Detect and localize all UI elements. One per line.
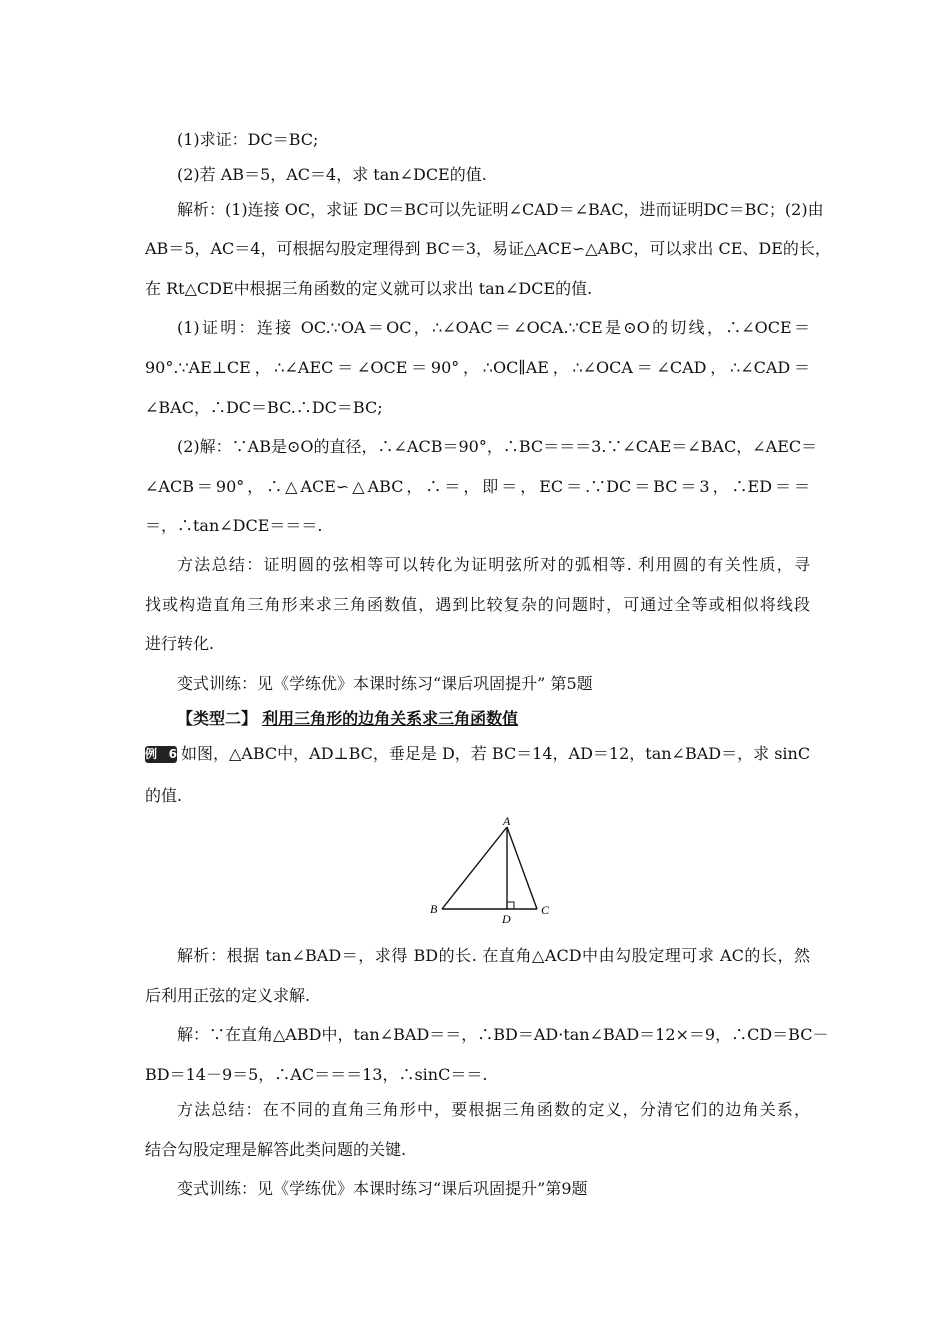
triangle-figure xyxy=(425,812,560,924)
analysis2-line-2: 后利用正弦的定义求解. xyxy=(145,986,311,1005)
type-heading xyxy=(177,709,810,729)
solution2-line-2: BD＝14－9＝5，∴AC＝＝＝13，∴sinC＝＝. xyxy=(145,1065,488,1084)
proof-line-1: (1)证明：连接 OC.∵OA＝OC，∴∠OAC＝∠OCA.∵CE是⊙O的切线，∴∠OCE＝ xyxy=(177,318,810,337)
analysis-line-2: AB＝5，AC＝4，可根据勾股定理得到 BC＝3，易证△ACE∽△ABC，可以求出 CE、DE的长， xyxy=(145,239,831,258)
proof-line-2: 90°.∵AE⊥CE，∴∠AEC＝∠OCE＝90°，∴OC∥AE，∴∠OCA＝∠CAD，∴∠CAD＝ xyxy=(145,358,810,377)
method-summary-line-1: 方法总结：证明圆的弦相等可以转化为证明弦所对的弧相等. 利用圆的有关性质，寻 xyxy=(177,555,810,574)
label-c: C xyxy=(541,903,550,917)
label-b: B xyxy=(430,902,438,916)
proof-line-3: ∠BAC，∴DC＝BC.∴DC＝BC; xyxy=(145,398,383,417)
right-angle-mark xyxy=(507,902,514,909)
analysis2-line-1: 解析：根据 tan∠BAD＝，求得 BD的长. 在直角△ACD中由勾股定理可求 AC的长，然 xyxy=(177,946,810,965)
type-title: 利用三角形的边角关系求三角函数值 xyxy=(262,709,519,728)
side-ac xyxy=(507,827,537,909)
solution-line-3: ＝，∴tan∠DCE＝＝＝. xyxy=(145,516,323,535)
example-text: 如图，△ABC中，AD⊥BC，垂足是 D，若 BC＝14，AD＝12，tan∠BAD＝，求 sinC xyxy=(181,744,811,763)
solution-line-1: (2)解：∵AB是⊙O的直径，∴∠ACB＝90°，∴BC＝＝＝3.∵∠CAE＝∠BAC，∠AEC＝ xyxy=(177,437,818,456)
variant-training-2: 变式训练：见《学练优》本课时练习“课后巩固提升”第9题 xyxy=(177,1179,588,1198)
method-summary2-line-1: 方法总结：在不同的直角三角形中，要根据三角函数的定义，分清它们的边角关系， xyxy=(177,1100,810,1119)
solution-line-2: ∠ACB＝90°，∴△ACE∽△ABC，∴＝，即＝，EC＝.∵DC＝BC＝3，∴ED＝＝ xyxy=(145,477,810,496)
variant-training-1: 变式训练：见《学练优》本课时练习“课后巩固提升” 第5题 xyxy=(177,674,593,693)
question-part-1: (1)求证：DC＝BC; xyxy=(177,130,319,149)
label-a: A xyxy=(503,814,511,828)
type-tag: 【类型二】 xyxy=(177,709,258,728)
method-summary-line-2: 找或构造直角三角形来求三角函数值，遇到比较复杂的问题时，可通过全等或相似将线段 xyxy=(145,595,810,614)
solution2-line-1: 解：∵在直角△ABD中，tan∠BAD＝＝，∴BD＝AD·tan∠BAD＝12×＝9，∴CD＝BC－ xyxy=(177,1025,829,1044)
label-d: D xyxy=(502,912,511,924)
analysis-line-3: 在 Rt△CDE中根据三角函数的定义就可以求出 tan∠DCE的值. xyxy=(145,279,593,298)
example-line xyxy=(145,744,810,764)
method-summary2-line-2: 结合勾股定理是解答此类问题的关键. xyxy=(145,1140,407,1159)
method-summary-line-3: 进行转化. xyxy=(145,634,215,653)
side-ab xyxy=(442,827,507,909)
example-line-cont: 的值. xyxy=(145,786,183,805)
example-badge: 例6 xyxy=(145,747,177,761)
question-part-2: (2)若 AB＝5，AC＝4，求 tan∠DCE的值. xyxy=(177,165,487,184)
analysis-line-1: 解析：(1)连接 OC，求证 DC＝BC可以先证明∠CAD＝∠BAC，进而证明DC＝BC；(2)由 xyxy=(177,200,824,219)
